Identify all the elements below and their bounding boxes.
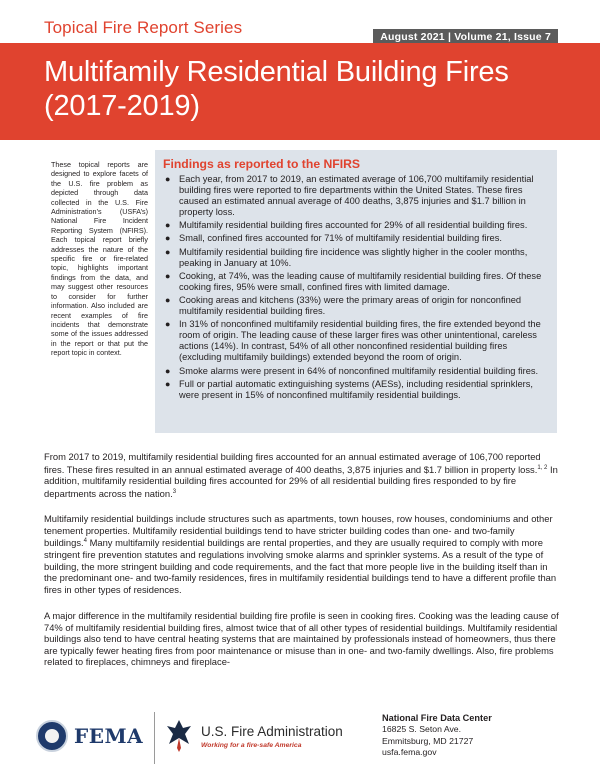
usfa-name: U.S. Fire Administration	[201, 724, 343, 739]
finding-item: ● Multifamily residential building fires accounted for 29% of all residential building fires.	[165, 220, 528, 231]
finding-item: ● Each year, from 2017 to 2019, an estimated average of 106,700 multifamily residential building fires were reported to fire departments within the United States. These fires caused an estimated annual average of 400 deaths, 3,875 injuries and $1.7 billion in property loss.	[165, 174, 534, 218]
dhs-seal-icon	[36, 720, 68, 752]
bullet-icon: ●	[165, 233, 171, 244]
body-paragraph-2: Multifamily residential buildings include structures such as apartments, town houses, row houses, condominiums and other tenement properties. Multifamily residential buildings tend to have stricter building codes than one- and two-family buildings.$^4$ Many multifamily residential buildings are rental properties, and they are usually required to comply with more stringent fire prevention statutes and regulations involving smoke alarms and sprinkler systems. As a result of the type of building, the more stringent building and code requirements, and the fact that more people live in the building itself than in the predominant one- and two-family residences, fires in multifamily residential buildings tend to have a different profile than fires in other types of residences.	[44, 513, 557, 595]
finding-item: ● Small, confined fires accounted for 71% of multifamily residential building fires.	[165, 233, 502, 244]
finding-item: ● In 31% of nonconfined multifamily residential building fires, the fire extended beyond the room of origin. The leading cause of these larger fires was other unintentional, careless actions (14%). In contrast, 54% of all other nonconfined residential building fires (excluding multifamily buildings) extended beyond the room of origin.	[165, 319, 541, 363]
body-paragraph-1: From 2017 to 2019, multifamily residential building fires accounted for an annual estimated average of 106,700 reported fires. These fires resulted in an annual estimated average of 400 deaths, 3,875 injuries and $1.7 billion in property loss.$^{1, 2}$ In addition, multifamily residential building fires accounted for 29% of all residential building fires responded to by fire departments across the nation.$^3$	[44, 451, 558, 500]
bullet-icon: ●	[165, 378, 171, 389]
page-title	[44, 55, 564, 123]
finding-item: ● Multifamily residential building fire incidence was slightly higher in the cooler months, peaking in January at 10%.	[165, 246, 528, 268]
title-banner	[0, 43, 600, 140]
nfdc-address-line2: Emmitsburg, MD 21727	[382, 735, 474, 746]
footnote-ref[interactable]: 3	[172, 488, 177, 495]
finding-item: ● Cooking, at 74%, was the leading cause of multifamily residential building fires. Of these cooking fires, 95% were small, confined fires with limited damage.	[165, 270, 542, 292]
sidebar-note: These topical reports are designed to explore facets of the U.S. fire problem as depicted through data collected in the U.S. Fire Administration’s (USFA’s) National Fire Incident Reporting System (NFIRS). Each topical report briefly addresses the nature of the specific fire or fire-related topic, highlights important findings from the data, and may suggest other resources to consider for further information. Also included are recent examples of fire incidents that demonstrate some of the issues addressed in the report or that put the report topic in context.	[51, 160, 148, 358]
nfdc-address-block	[382, 713, 492, 758]
findings-list	[161, 174, 551, 401]
bullet-icon: ●	[165, 319, 171, 330]
series-bar	[0, 0, 600, 42]
nfdc-url-link[interactable]: usfa.fema.gov	[382, 746, 437, 757]
footer-divider	[154, 712, 155, 764]
nfdc-address-line1: 16825 S. Seton Ave.	[382, 724, 462, 735]
fema-logo: FEMA	[74, 724, 144, 748]
bullet-icon: ●	[165, 220, 171, 231]
series-title: Topical Fire Report Series	[44, 18, 243, 37]
footer	[0, 700, 600, 776]
finding-item: ● Cooking areas and kitchens (33%) were the primary areas of origin for nonconfined multifamily residential building fires.	[165, 294, 522, 317]
bullet-icon: ●	[165, 365, 171, 376]
findings-box	[155, 150, 557, 433]
finding-item: ● Smoke alarms were present in 64% of nonconfined multifamily residential building fires.	[165, 365, 539, 376]
page-title-line1: Multifamily Residential Building Fires	[44, 56, 509, 88]
findings-heading: Findings as reported to the NFIRS	[163, 157, 361, 171]
page-title-line2: (2017-2019)	[44, 90, 200, 122]
footnote-ref[interactable]: 4	[83, 538, 87, 545]
bullet-icon: ●	[165, 246, 171, 257]
finding-item: ● Full or partial automatic extinguishing systems (AESs), including residential sprinklers, were present in 15% of nonconfined multifamily residential buildings.	[165, 378, 533, 400]
nfdc-title: National Fire Data Center	[382, 713, 492, 723]
usfa-eagle-icon	[165, 718, 193, 754]
usfa-tagline: Working for a fire-safe America	[201, 742, 302, 749]
footnote-ref[interactable]: 1, 2	[537, 464, 548, 471]
body-paragraph-3: A major difference in the multifamily residential building fire profile is seen in cooking fires. Cooking was the leading cause of 74% of multifamily residential building fires, almost twice that of all other types of residential buildings. Multifamily residential buildings also tend to have central heating systems that are maintained by professionals instead of homeowners, thus there are typically fewer heating fires from poor maintenance or misuse than in one- and two-family dwellings. Also, fire problems related to fireplaces, chimneys and fireplace-	[44, 610, 559, 668]
issue-badge: August 2021 | Volume 21, Issue 7	[373, 29, 558, 45]
bullet-icon: ●	[165, 294, 171, 305]
bullet-icon: ●	[165, 174, 171, 184]
bullet-icon: ●	[165, 270, 171, 281]
